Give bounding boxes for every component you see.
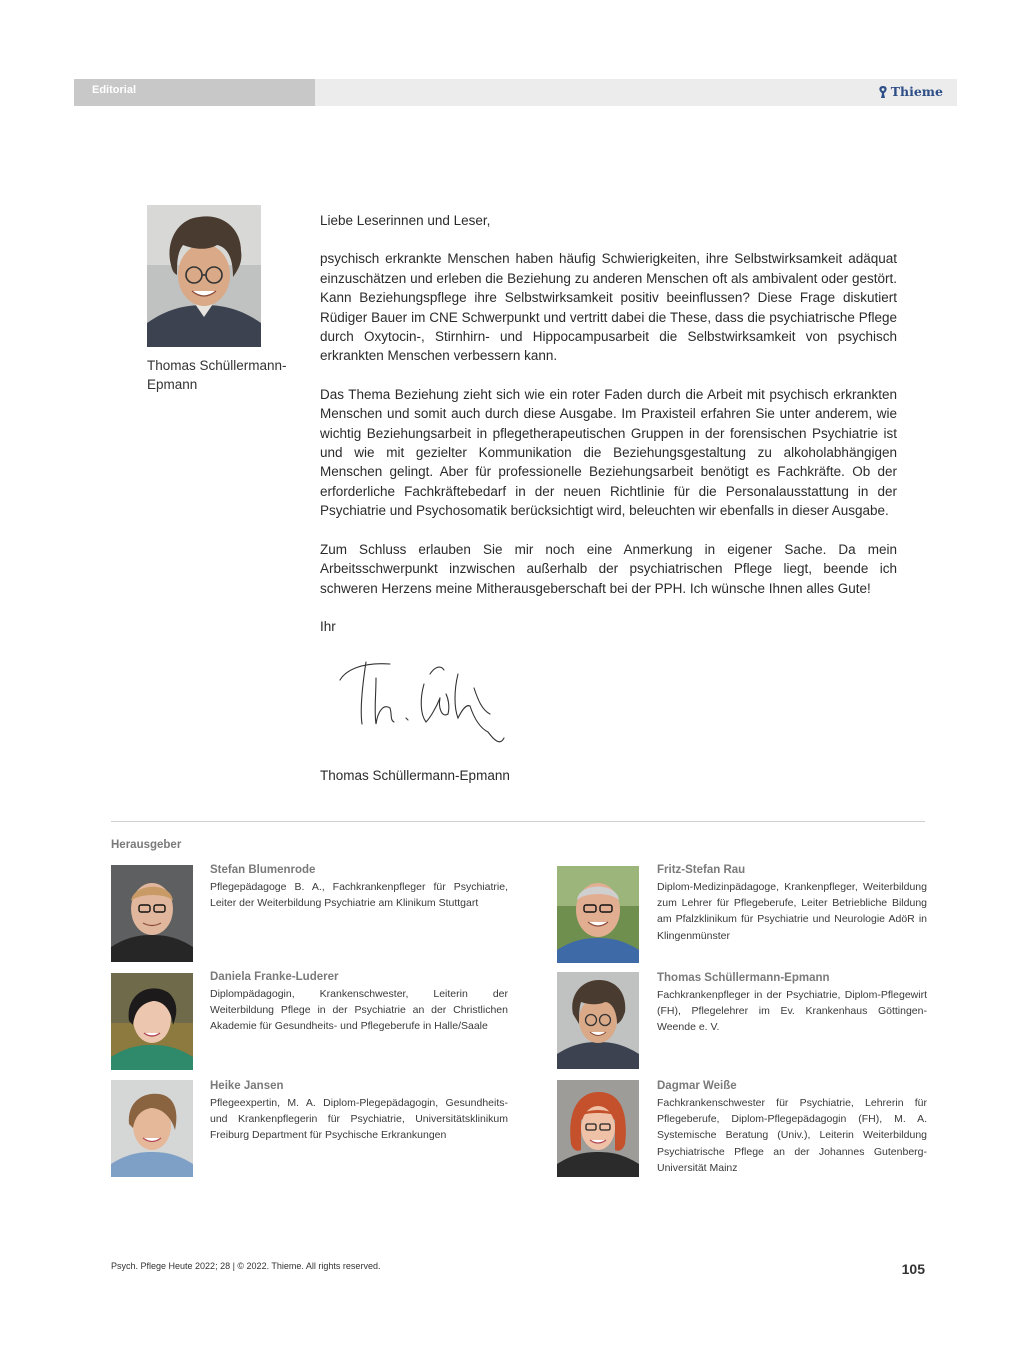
editor-name: Dagmar Weiße xyxy=(657,1080,737,1092)
editor-photo xyxy=(111,973,193,1070)
letter-paragraph-3: Zum Schluss erlauben Sie mir noch eine Anmerkung in eigener Sache. Da mein Arbeitsschwerpunkt inzwischen außerhalb der psychiatrischen Pflege liegt, beende ich schweren Herzens meine Mitherausgeberschaft bei der PPH. Ich wünsche Ihnen alles Gute! xyxy=(320,541,897,596)
handwritten-signature xyxy=(332,648,517,753)
editor-description: Fachkrankenpfleger in der Psychiatrie, Diplom-Pflegewirt (FH), Pflegelehrer im Ev. Krankenhaus Göttingen-Weende e. V. xyxy=(657,989,927,1034)
author-caption xyxy=(147,356,297,394)
editor-description: Diplompädagogin, Krankenschwester, Leiterin der Weiterbildung Pflege in der Psychiatrie an der Christlichen Akademie für Gesundheits- und Pflegeberufe in Halle/Saale xyxy=(210,988,508,1033)
editor-photo xyxy=(111,1080,193,1177)
editorial-letter xyxy=(320,211,897,655)
section-label: Editorial xyxy=(92,84,137,96)
editor-name: Fritz-Stefan Rau xyxy=(657,864,746,876)
editor-name: Thomas Schüllermann-Epmann xyxy=(657,972,830,984)
author-caption-line1: Thomas Schüllermann- xyxy=(147,358,287,373)
author-portrait xyxy=(147,205,261,347)
editor-entry xyxy=(210,1078,508,1144)
publisher-name: Thieme xyxy=(890,84,943,99)
citation-footer: Psych. Pflege Heute 2022; 28 | © 2022. Thieme. All rights reserved. xyxy=(111,1261,381,1271)
editor-entry xyxy=(210,862,508,911)
section-label-bar xyxy=(74,79,315,106)
letter-paragraph-2: Das Thema Beziehung zieht sich wie ein roter Faden durch die Arbeit mit psychisch erkrankten Menschen und somit auch durch diese Ausgabe. Im Praxisteil erfahren Sie unter anderem, wie wichtig Beziehungsarbeit in pflegetherapeutischen Gruppen in der forensischen Psychiatrie ist und wie mit gezielter Kommunikation die Beziehungsgestaltung zu alkoholabhängigen Menschen gelingt. Aber für professionelle Beziehungsarbeit benötigt es Fachkräfte. Ob der erforderliche Fachkräftebedarf in der neuen Richtlinie für die Personalausstattung in der Psychiatrie und Psychosomatik berücksichtigt wird, beleuchten wir ebenfalls in dieser Ausgabe. xyxy=(320,386,897,519)
editor-description: Fachkrankenschwester für Psychiatrie, Lehrerin für Pflegeberufe, Diplom-Pflegepädagogin (FH), M. A. Systemische Beratung (Univ.), Leiterin Weiterbildung Psychiatrische Pflege an der Johannes Gutenberg-Universität Mainz xyxy=(657,1097,927,1174)
letter-greeting: Liebe Leserinnen und Leser, xyxy=(320,213,491,228)
editors-heading: Herausgeber xyxy=(111,839,182,851)
thieme-logo-icon xyxy=(877,85,889,99)
letter-closing: Ihr xyxy=(320,618,336,634)
editor-description: Diplom-Medizinpädagoge, Krankenpfleger, Weiterbildung zum Lehrer für Pflegeberufe, Leiter Betriebliche Bildung am Pfalzklinikum für Psychiatrie und Neurologie AdöR in Klingenmünster xyxy=(657,881,927,942)
editor-name: Stefan Blumenrode xyxy=(210,864,316,876)
editor-entry xyxy=(657,970,927,1036)
signature-name: Thomas Schüllermann-Epmann xyxy=(320,768,510,783)
editor-description: Pflegeexpertin, M. A. Diplom-Plegepädagogin, Gesundheits- und Krankenpflegerin für Psychiatrie, Universitätsklinikum Freiburg Department für Psychische Erkrankungen xyxy=(210,1097,508,1142)
editor-name: Heike Jansen xyxy=(210,1080,284,1092)
editor-entry xyxy=(657,862,927,944)
author-caption-line2: Epmann xyxy=(147,377,198,392)
editor-photo xyxy=(557,866,639,963)
header-bar xyxy=(315,79,957,106)
letter-paragraph-1: psychisch erkrankte Menschen haben häufig Schwierigkeiten, ihre Selbstwirksamkeit adäquat einzuschätzen und erleben die Beziehung zu anderen Menschen oft als ambivalent oder gestört. Kann Beziehungspflege ihre Selbstwirksamkeit positiv beeinflussen? Diese Frage diskutiert Rüdiger Bauer im CNE Schwerpunkt und vertritt dabei die These, dass die psychiatrische Pflege durch Oxytocin-, Stirnhirn- und Hippocampusarbeit die Selbstwirksamkeit von psychisch erkrankten Menschen verbessern kann. xyxy=(320,251,897,364)
editor-photo xyxy=(557,1080,639,1177)
editor-description: Pflegepädagoge B. A., Fachkrankenpfleger für Psychiatrie, Leiter der Weiterbildung Psychiatrie am Klinikum Stuttgart xyxy=(210,881,508,910)
publisher-logo xyxy=(877,84,943,99)
section-divider xyxy=(111,821,925,822)
editor-entry xyxy=(657,1078,927,1176)
editor-photo xyxy=(111,865,193,962)
editor-entry xyxy=(210,969,508,1035)
editor-photo xyxy=(557,972,639,1069)
editor-name: Daniela Franke-Luderer xyxy=(210,971,339,983)
page-number: 105 xyxy=(901,1261,925,1277)
